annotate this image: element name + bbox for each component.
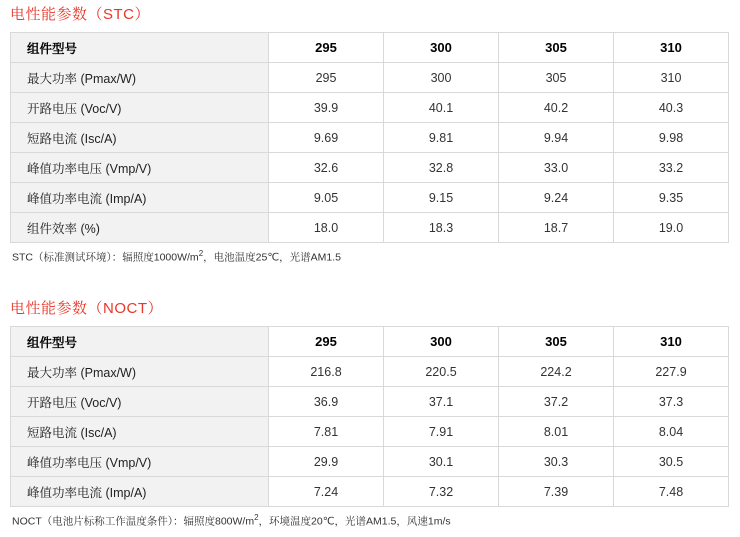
table-row xyxy=(11,447,729,477)
cell-value: 39.9 xyxy=(269,93,384,123)
cell-value: 37.2 xyxy=(499,387,614,417)
cell-value: 9.98 xyxy=(614,123,729,153)
cell-value: 40.3 xyxy=(614,93,729,123)
table-row xyxy=(11,183,729,213)
column-header-300: 300 xyxy=(384,33,499,63)
footnote-text-pre: STC（标准测试环境）：辐照度1000W/m xyxy=(12,251,199,264)
footnote-superscript: 2 xyxy=(254,513,259,523)
table-row xyxy=(11,123,729,153)
cell-value: 9.94 xyxy=(499,123,614,153)
cell-value: 9.24 xyxy=(499,183,614,213)
table-row xyxy=(11,387,729,417)
column-header-295: 295 xyxy=(269,33,384,63)
table-row xyxy=(11,93,729,123)
cell-value: 18.7 xyxy=(499,213,614,243)
row-label: 短路电流 (Isc/A) xyxy=(11,123,269,153)
column-header-295: 295 xyxy=(269,327,384,357)
section-title-noct: 电性能参数（NOCT） xyxy=(10,300,163,318)
spec-table-stc xyxy=(10,32,729,243)
footnote-stc xyxy=(10,243,730,265)
footnote-text-pre: NOCT（电池片标称工作温度条件）：辐照度800W/m xyxy=(12,515,255,528)
cell-value: 18.3 xyxy=(384,213,499,243)
table-header-row xyxy=(11,33,729,63)
cell-value: 33.2 xyxy=(614,153,729,183)
cell-value: 33.0 xyxy=(499,153,614,183)
row-label: 峰值功率电流 (Imp/A) xyxy=(11,477,269,507)
cell-value: 32.8 xyxy=(384,153,499,183)
row-label: 组件效率 (%) xyxy=(11,213,269,243)
footnote-superscript: 2 xyxy=(198,249,204,258)
cell-value: 7.91 xyxy=(384,417,499,447)
cell-value: 7.24 xyxy=(269,477,384,507)
cell-value: 220.5 xyxy=(384,357,499,387)
cell-value: 227.9 xyxy=(614,357,729,387)
cell-value: 300 xyxy=(384,63,499,93)
cell-value: 36.9 xyxy=(269,387,384,417)
cell-value: 7.32 xyxy=(384,477,499,507)
cell-value: 40.2 xyxy=(499,93,614,123)
section-title-stc: 电性能参数（STC） xyxy=(10,6,151,23)
row-label: 短路电流 (Isc/A) xyxy=(11,417,269,447)
table-header-row xyxy=(11,327,729,357)
section-divider xyxy=(10,265,730,283)
cell-value: 30.1 xyxy=(384,447,499,477)
footnote-text-post: ，电池温度25℃，光谱AM1.5 xyxy=(203,251,341,264)
cell-value: 37.3 xyxy=(614,387,729,417)
row-label: 最大功率 (Pmax/W) xyxy=(11,63,269,93)
cell-value: 7.48 xyxy=(614,477,729,507)
table-row xyxy=(11,213,729,243)
cell-value: 310 xyxy=(614,63,729,93)
cell-value: 40.1 xyxy=(384,93,499,123)
cell-value: 224.2 xyxy=(499,357,614,387)
cell-value: 8.04 xyxy=(614,417,729,447)
cell-value: 9.05 xyxy=(269,183,384,213)
cell-value: 305 xyxy=(499,63,614,93)
cell-value: 9.15 xyxy=(384,183,499,213)
cell-value: 30.5 xyxy=(614,447,729,477)
table-row xyxy=(11,357,729,387)
row-label: 峰值功率电压 (Vmp/V) xyxy=(11,153,269,183)
column-header-305: 305 xyxy=(499,327,614,357)
table-row xyxy=(11,477,729,507)
table-row xyxy=(11,153,729,183)
column-header-model: 组件型号 xyxy=(11,327,269,357)
cell-value: 216.8 xyxy=(269,357,384,387)
cell-value: 37.1 xyxy=(384,387,499,417)
cell-value: 7.81 xyxy=(269,417,384,447)
footnote-text-post: ，环境温度20℃，光谱AM1.5，风速1m/s xyxy=(258,515,451,528)
column-header-305: 305 xyxy=(499,33,614,63)
cell-value: 9.81 xyxy=(384,123,499,153)
table-row xyxy=(11,417,729,447)
column-header-310: 310 xyxy=(614,327,729,357)
cell-value: 30.3 xyxy=(499,447,614,477)
cell-value: 9.35 xyxy=(614,183,729,213)
column-header-300: 300 xyxy=(384,327,499,357)
cell-value: 18.0 xyxy=(269,213,384,243)
cell-value: 19.0 xyxy=(614,213,729,243)
footnote-noct xyxy=(10,507,730,529)
row-label: 峰值功率电压 (Vmp/V) xyxy=(11,447,269,477)
cell-value: 8.01 xyxy=(499,417,614,447)
cell-value: 7.39 xyxy=(499,477,614,507)
cell-value: 32.6 xyxy=(269,153,384,183)
row-label: 开路电压 (Voc/V) xyxy=(11,93,269,123)
row-label: 峰值功率电流 (Imp/A) xyxy=(11,183,269,213)
column-header-model: 组件型号 xyxy=(11,33,269,63)
table-row xyxy=(11,63,729,93)
row-label: 最大功率 (Pmax/W) xyxy=(11,357,269,387)
row-label: 开路电压 (Voc/V) xyxy=(11,387,269,417)
cell-value: 295 xyxy=(269,63,384,93)
column-header-310: 310 xyxy=(614,33,729,63)
cell-value: 9.69 xyxy=(269,123,384,153)
spec-table-noct xyxy=(10,326,729,507)
cell-value: 29.9 xyxy=(269,447,384,477)
